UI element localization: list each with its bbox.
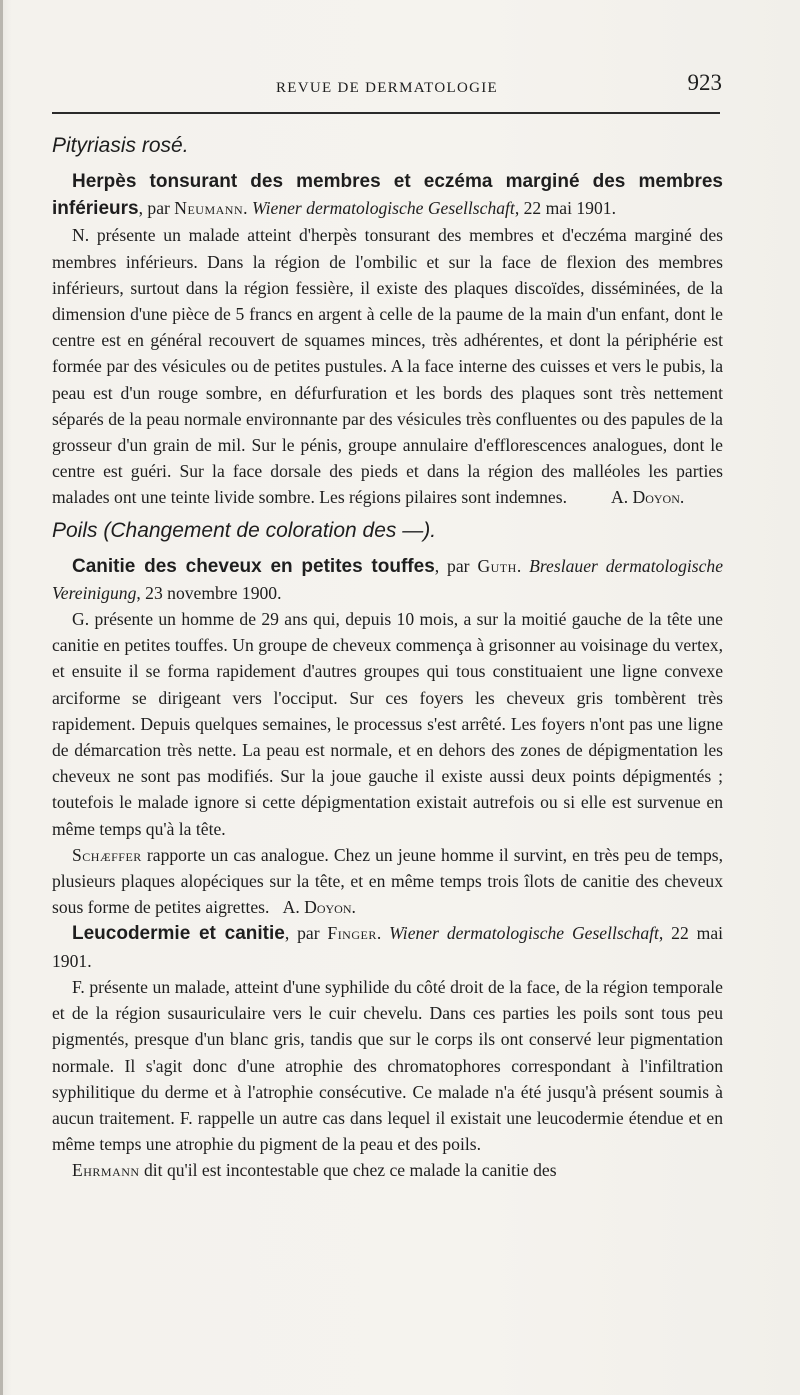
page-header	[52, 70, 722, 100]
entry-paragraph: Ehrmann dit qu'il est incontestable que chez ce malade la canitie des	[72, 1160, 557, 1181]
signature: A. Doyon.	[610, 487, 685, 508]
cited-author: Schæffer	[72, 844, 142, 865]
entry-journal: Wiener dermatologische Gesellschaft	[389, 923, 659, 944]
entry-header: Canitie des cheveux en petites touffes, par Guth. Breslauer dermatologische Vereinigung, 23 novembre 1900.	[52, 555, 724, 603]
section-heading: Poils (Changement de coloration des —).	[52, 518, 437, 542]
entry-paragraph: F. présente un malade, atteint d'une syphilide du côté droit de la face, de la région temporale et de la région susauriculaire vers le cuir chevelu. Dans ces parties les poils sont tous peu pigmentés, presque d'un blanc gris, tandis que sur le corps ils ont conservé leur pigmentation normale. Il s'agit donc d'une atrophie des chromatophores correspondant à l'infiltration syphilitique du derme et à l'atrophie consécutive. Ce malade n'a été jusqu'à présent soumis à aucun traitement. F. rappelle un autre cas dans lequel il existait une leucodermie étendue et en même temps une atrophie du pigment de la peau et des poils.	[52, 976, 723, 1155]
page-number: 923	[687, 70, 722, 95]
entry-date: , 22 mai 1901.	[514, 198, 616, 219]
signature: A. Doyon.	[282, 897, 356, 918]
entry-title: Leucodermie et canitie	[72, 923, 285, 945]
article-body	[52, 128, 723, 1184]
header-rule	[52, 112, 720, 114]
entry-title: Canitie des cheveux en petites touffes	[72, 555, 435, 577]
entry-date: , 23 novembre 1900.	[136, 582, 282, 603]
entry-paragraph: G. présente un homme de 29 ans qui, depuis 10 mois, a sur la moitié gauche de la tête une canitie en petites touffes. Un groupe de cheveux commença à grisonner au voisinage du vertex, et ensuite il se forma rapidement d'autres groupes qui tous constituaient une ligne convexe arciforme se dirigeant vers l'occiput. Sur ces foyers les cheveux gris tombèrent très rapidement. Depuis quelques semaines, le processus s'est arrêté. Les foyers n'ont pas une ligne de démarcation très nette. La peau est normale, et en dehors des zones de dépigmentation les cheveux ne sont pas modifiés. Sur la joue gauche il existe aussi deux points dépigmentés ; toutefois le malade ignore si cette dépigmentation existait autrefois ou si elle est survenue en même temps qu'à la tête.	[52, 609, 723, 839]
section-heading: Pityriasis rosé.	[52, 134, 189, 157]
entry-author: Guth	[477, 555, 517, 576]
entry-header: Leucodermie et canitie, par Finger. Wiener dermatologische Gesellschaft, 22 mai 1901.	[52, 923, 724, 971]
running-title: REVUE DE DERMATOLOGIE	[275, 80, 498, 96]
cited-author: Ehrmann	[72, 1160, 140, 1181]
entry-journal: Breslauer dermatologische Vereinigung	[52, 555, 724, 603]
entry-date: , 22 mai 1901.	[52, 923, 724, 971]
entry-author: Finger	[327, 923, 377, 944]
entry-author: Neumann	[174, 198, 244, 219]
entry-by: , par	[434, 555, 478, 576]
entry-title: Herpès tonsurant des membres et eczéma marginé des membres inférieurs	[52, 171, 723, 220]
entry-by: , par	[138, 198, 175, 219]
entry-by: , par	[284, 923, 328, 944]
entry-header: Herpès tonsurant des membres et eczéma marginé des membres inférieurs, par Neumann. Wiener dermatologische Gesellschaft, 22 mai 1901.	[52, 171, 723, 220]
entry-journal: Wiener dermatologische Gesellschaft	[251, 198, 515, 219]
entry-paragraph: Schæffer rapporte un cas analogue. Chez un jeune homme il survint, en très peu de temps, plusieurs plaques alopéciques sur la tête, et en même temps trois îlots de canitie des cheveux sous forme de petites aigrettes. A. Doyon.	[52, 844, 723, 918]
page-edge-shadow	[0, 0, 3, 1395]
entry-paragraph: N. présente un malade atteint d'herpès tonsurant des membres et d'eczéma marginé des membres inférieurs. Dans la région de l'ombilic et sur la face de flexion des membres inférieurs, surtout dans la région fessière, il existe des plaques discoïdes, disséminées, de la dimension d'une pièce de 5 francs en argent à celle de la paume de la main d'un enfant, dont le centre est en général recouvert de squames minces, très adhérentes, et dont la périphérie est formée par des vésicules ou de petites pustules. A la face interne des cuisses et vers le pubis, la peau est d'un rouge sombre, en défurfuration et les bords des plaques sont très nettement séparés de la peau normale environnante par des vésicules très confluentes ou des papules de la grosseur d'un grain de mil. Sur le pénis, groupe annulaire d'efflorescences analogues, dont le centre est guéri. Sur la face dorsale des pieds et dans la région des malléoles les parties malades ont une teinte livide sombre. Les régions pilaires sont indemnes. A. Doyon.	[52, 225, 723, 508]
